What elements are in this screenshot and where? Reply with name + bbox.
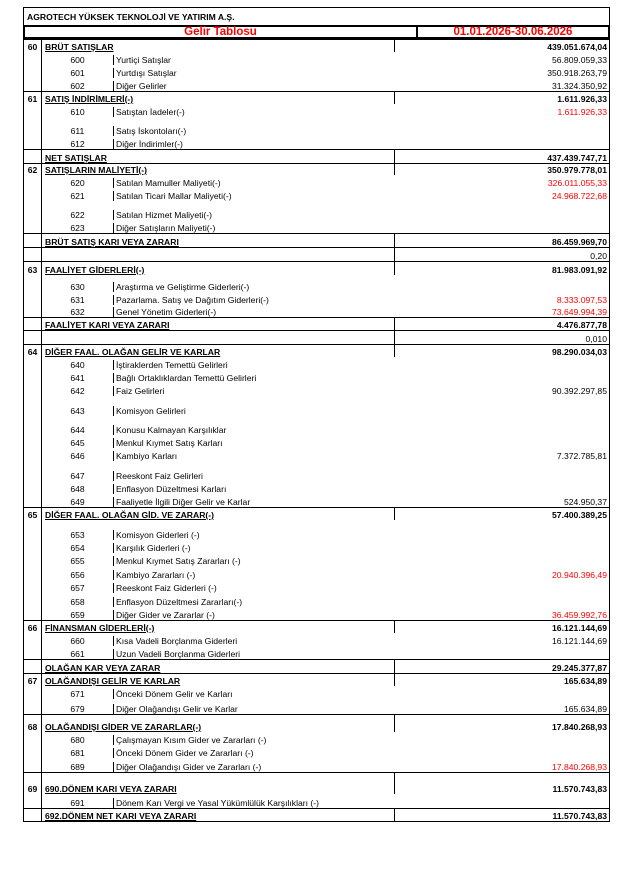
account-label: Menkul Kıymet Satış Zararları (-): [113, 556, 394, 566]
account-label: Enflasyon Düzeltmesi Karları: [113, 484, 394, 494]
statement-title: Gelir Tablosu: [25, 27, 418, 37]
account-label: FİNANSMAN GİDERLERİ(-): [45, 623, 155, 633]
amount: 29.245.377,87: [394, 660, 609, 673]
account-code: 620: [70, 178, 85, 188]
group-code: [24, 318, 42, 330]
account-label: Faiz Gelirleri: [113, 386, 394, 396]
account-row: [24, 175, 609, 188]
group-code: [24, 305, 42, 317]
account-label: DİĞER FAAL. OLAĞAN GİD. VE ZARAR(-): [45, 510, 215, 520]
amount: 31.324.350,92: [552, 81, 607, 91]
group-code: [24, 416, 42, 435]
account-code: 647: [70, 471, 85, 481]
account-label: DİĞER FAAL. OLAĞAN GELİR VE KARLAR: [45, 347, 221, 357]
account-code: 632: [70, 307, 85, 317]
account-label: OLAĞANDIŞI GELİR VE KARLAR: [45, 676, 181, 686]
account-row: [24, 540, 609, 553]
amount: 439.051.674,04: [394, 40, 609, 52]
account-row: [24, 370, 609, 383]
account-label: Satış İskontoları(-): [113, 126, 394, 136]
group-code: 67: [24, 674, 42, 686]
amount: 350.979.778,01: [394, 164, 609, 175]
group-code: [24, 435, 42, 448]
account-row: [24, 104, 609, 117]
group-code: [24, 448, 42, 461]
account-code: 645: [70, 438, 85, 448]
account-code: 680: [70, 735, 85, 745]
group-code: [24, 117, 42, 136]
account-code: 643: [70, 406, 85, 416]
account-row: [24, 396, 609, 416]
group-code: [24, 275, 42, 292]
amount: 7.372.785,81: [556, 451, 607, 461]
group-code: [24, 660, 42, 673]
account-row: [24, 136, 609, 149]
amount: 16.121.144,69: [394, 621, 609, 633]
account-label: Satıştan İadeler(-): [113, 107, 394, 117]
section-row: [24, 772, 609, 794]
account-code: 601: [70, 68, 85, 78]
amount: 90.392.297,85: [552, 386, 607, 396]
account-row: [24, 188, 609, 201]
account-label: 692.DÖNEM NET KARI VEYA ZARARI: [45, 811, 197, 821]
account-label: Uzun Vadeli Borçlanma Giderleri: [113, 649, 394, 659]
account-label: BRÜT SATIŞ KARI VEYA ZARARI: [45, 237, 179, 247]
amount: 57.400.389,25: [394, 508, 609, 520]
account-code: 600: [70, 55, 85, 65]
account-row: [24, 78, 609, 91]
group-code: [24, 809, 42, 821]
account-row: [24, 448, 609, 461]
amount: 524.950,37: [563, 497, 607, 507]
group-code: [24, 220, 42, 233]
account-label: Diğer Gider ve Zararlar (-): [113, 610, 394, 620]
account-row: [24, 745, 609, 758]
account-row: [24, 292, 609, 305]
amount: 437.439.747,71: [394, 150, 609, 163]
amount: 1.611.926,33: [394, 92, 609, 104]
account-label: Yurtiçi Satışlar: [113, 55, 394, 65]
group-code: 66: [24, 621, 42, 633]
group-code: [24, 383, 42, 396]
account-label: Çalışmayan Kısım Gider ve Zararları (-): [113, 735, 394, 745]
account-row: [24, 481, 609, 494]
section-row: [24, 507, 609, 520]
account-label: Bağlı Ortaklıklardan Temettü Gelirleri: [113, 373, 394, 383]
section-row: [24, 714, 609, 732]
account-label: 690.DÖNEM KARI VEYA ZARARI: [45, 784, 177, 794]
section-row: [24, 673, 609, 686]
account-row: [24, 566, 609, 580]
account-code: 661: [70, 649, 85, 659]
account-label: Diğer İndirimler(-): [113, 139, 394, 149]
account-code: 622: [70, 210, 85, 220]
group-code: [24, 136, 42, 149]
account-row: [24, 435, 609, 448]
account-row: [24, 494, 609, 507]
account-row: [24, 633, 609, 646]
account-code: 642: [70, 386, 85, 396]
period-label: 01.01.2026-30.06.2026: [453, 26, 573, 38]
account-row: [24, 383, 609, 396]
amount: 0,20: [394, 248, 609, 261]
account-code: 681: [70, 748, 85, 758]
section-row: [24, 620, 609, 633]
amount: 56.809.059,33: [552, 55, 607, 65]
account-label: Enflasyon Düzeltmesi Zararları(-): [113, 597, 394, 607]
account-label: Kambiyo Zararları (-): [113, 570, 394, 580]
account-code: 640: [70, 360, 85, 370]
account-label: SATIŞ İNDİRİMLERİ(-): [45, 94, 134, 104]
section-row: [24, 39, 609, 52]
account-row: [24, 553, 609, 566]
account-label: Dönem Karı Vergi ve Yasal Yükümlülük Karşılıkları (-): [113, 798, 394, 808]
amount: 86.459.969,70: [394, 234, 609, 247]
group-code: 63: [24, 262, 42, 275]
account-label: NET SATIŞLAR: [45, 153, 107, 163]
amount: 4.476.877,78: [394, 318, 609, 330]
account-label: Diğer Gelirler: [113, 81, 394, 91]
amount: 20.940.396,49: [552, 570, 607, 580]
section-row: [24, 344, 609, 357]
account-label: OLAĞAN KAR VEYA ZARAR: [45, 663, 161, 673]
account-label: Diğer Olağandışı Gelir ve Karlar: [113, 704, 394, 714]
group-code: [24, 745, 42, 758]
group-code: [24, 481, 42, 494]
group-code: [24, 52, 42, 65]
group-code: [24, 370, 42, 383]
total-row: [24, 149, 609, 163]
group-code: [24, 104, 42, 117]
group-code: 69: [24, 773, 42, 794]
account-row: [24, 593, 609, 607]
amount: 11.570.743,83: [394, 809, 609, 821]
group-code: [24, 553, 42, 566]
group-code: [24, 607, 42, 620]
group-code: [24, 201, 42, 220]
group-code: [24, 494, 42, 507]
account-row: [24, 732, 609, 745]
account-label: Satılan Ticari Mallar Maliyeti(-): [113, 191, 394, 201]
account-label: Yurtdışı Satışlar: [113, 68, 394, 78]
group-code: 62: [24, 164, 42, 175]
amount: 8.333.097,53: [556, 295, 607, 305]
amount: 326.011.055,33: [547, 178, 607, 188]
group-code: [24, 732, 42, 745]
group-code: [24, 188, 42, 201]
account-code: 602: [70, 81, 85, 91]
amount: 24.968.722,68: [552, 191, 607, 201]
group-code: 64: [24, 345, 42, 357]
account-code: 630: [70, 282, 85, 292]
account-code: 648: [70, 484, 85, 494]
amount: 98.290.034,03: [394, 345, 609, 357]
group-code: [24, 520, 42, 540]
group-code: [24, 646, 42, 659]
group-code: [24, 686, 42, 699]
account-code: 644: [70, 425, 85, 435]
account-row: [24, 52, 609, 65]
section-row: [24, 91, 609, 104]
group-code: [24, 461, 42, 481]
account-row: [24, 699, 609, 714]
amount: 11.570.743,83: [394, 773, 609, 794]
account-code: 679: [70, 704, 85, 714]
account-row: [24, 117, 609, 136]
account-code: 659: [70, 610, 85, 620]
account-row: [24, 305, 609, 317]
account-code: 631: [70, 295, 85, 305]
account-label: Menkul Kıymet Satış Karları: [113, 438, 394, 448]
statement-header: [23, 25, 610, 39]
ratio-row: [24, 330, 609, 344]
account-label: Komisyon Giderleri (-): [113, 530, 394, 540]
total-row: [24, 808, 609, 821]
account-row: [24, 758, 609, 772]
account-row: [24, 357, 609, 370]
account-row: [24, 646, 609, 659]
account-label: Reeskont Faiz Gelirleri: [113, 471, 394, 481]
account-code: 653: [70, 530, 85, 540]
group-code: [24, 540, 42, 553]
group-code: [24, 580, 42, 593]
account-row: [24, 416, 609, 435]
account-label: Reeskont Faiz Giderleri (-): [113, 583, 394, 593]
group-code: [24, 331, 42, 344]
account-label: Karşılık Giderleri (-): [113, 543, 394, 553]
company-title: AGROTECH YÜKSEK TEKNOLOJİ VE YATIRIM A.Ş.: [23, 7, 610, 25]
total-row: [24, 317, 609, 330]
group-code: 68: [24, 715, 42, 732]
account-code: 691: [70, 798, 85, 808]
account-label: Önceki Dönem Gider ve Zararları (-): [113, 748, 394, 758]
account-row: [24, 794, 609, 808]
group-code: [24, 758, 42, 772]
group-code: [24, 566, 42, 580]
group-code: [24, 794, 42, 808]
account-row: [24, 275, 609, 292]
amount: 36.459.992,76: [552, 610, 607, 620]
amount: 1.611.926,33: [557, 107, 607, 117]
group-code: [24, 65, 42, 78]
amount: 165.634,89: [394, 674, 609, 686]
amount: 165.634,89: [563, 704, 607, 714]
account-code: 646: [70, 451, 85, 461]
account-label: Diğer Olağandışı Gider ve Zararları (-): [113, 762, 394, 772]
account-code: 623: [70, 223, 85, 233]
account-code: 649: [70, 497, 85, 507]
account-code: 657: [70, 583, 85, 593]
account-label: Önceki Dönem Gelir ve Karları: [113, 689, 394, 699]
group-code: [24, 292, 42, 305]
total-row: [24, 233, 609, 247]
account-label: BRÜT SATIŞLAR: [45, 42, 114, 52]
amount: 17.840.268,93: [552, 762, 607, 772]
amount: 16.121.144,69: [552, 636, 607, 646]
account-code: 641: [70, 373, 85, 383]
account-row: [24, 461, 609, 481]
account-label: Araştırma ve Geliştirme Giderleri(-): [113, 282, 394, 292]
account-row: [24, 686, 609, 699]
account-row: [24, 65, 609, 78]
income-statement: [23, 7, 610, 822]
amount: 73.649.994,39: [552, 307, 607, 317]
group-code: [24, 633, 42, 646]
amount: 17.840.268,93: [394, 715, 609, 732]
account-label: Diğer Satışların Maliyeti(-): [113, 223, 394, 233]
account-label: Konusu Kalmayan Karşılıklar: [113, 425, 394, 435]
amount: 350.918.263,79: [547, 68, 607, 78]
account-code: 612: [70, 139, 85, 149]
group-code: [24, 78, 42, 91]
account-label: Genel Yönetim Giderleri(-): [113, 307, 394, 317]
group-code: 61: [24, 92, 42, 104]
group-code: [24, 396, 42, 416]
ratio-row: [24, 247, 609, 261]
group-code: 60: [24, 40, 42, 52]
amount: 0,010: [394, 331, 609, 344]
account-row: [24, 580, 609, 593]
account-code: 611: [70, 126, 85, 136]
account-label: FAALİYET GİDERLERİ(-): [45, 265, 145, 275]
account-code: 689: [70, 762, 85, 772]
section-row: [24, 261, 609, 275]
account-row: [24, 607, 609, 620]
account-row: [24, 220, 609, 233]
account-label: SATIŞLARIN MALİYETİ(-): [45, 165, 147, 175]
account-label: Faaliyetle İlgili Diğer Gelir ve Karlar: [113, 497, 394, 507]
account-code: 654: [70, 543, 85, 553]
account-row: [24, 201, 609, 220]
account-code: 655: [70, 556, 85, 566]
account-label: Satılan Mamuller Maliyeti(-): [113, 178, 394, 188]
account-code: 610: [70, 107, 85, 117]
account-label: Satılan Hizmet Maliyeti(-): [113, 210, 394, 220]
statement-rows: [23, 39, 610, 822]
group-code: [24, 175, 42, 188]
account-label: Komisyon Gelirleri: [113, 406, 394, 416]
total-row: [24, 659, 609, 673]
group-code: [24, 699, 42, 714]
section-row: [24, 163, 609, 175]
account-code: 621: [70, 191, 85, 201]
group-code: [24, 357, 42, 370]
account-row: [24, 520, 609, 540]
account-label: OLAĞANDIŞI GİDER VE ZARARLAR(-): [45, 722, 202, 732]
group-code: [24, 150, 42, 163]
group-code: [24, 234, 42, 247]
account-code: 671: [70, 689, 85, 699]
account-label: FAALİYET KARI VEYA ZARARI: [45, 320, 170, 330]
group-code: 65: [24, 508, 42, 520]
account-label: Kısa Vadeli Borçlanma Giderleri: [113, 636, 394, 646]
account-label: Pazarlama. Satış ve Dağıtım Giderleri(-): [113, 295, 394, 305]
account-code: 660: [70, 636, 85, 646]
account-label: Kambiyo Karları: [113, 451, 394, 461]
account-code: 656: [70, 570, 85, 580]
amount: 81.983.091,92: [394, 262, 609, 275]
group-code: [24, 248, 42, 261]
account-code: 658: [70, 597, 85, 607]
group-code: [24, 593, 42, 607]
account-label: İştiraklerden Temettü Gelirleri: [113, 360, 394, 370]
